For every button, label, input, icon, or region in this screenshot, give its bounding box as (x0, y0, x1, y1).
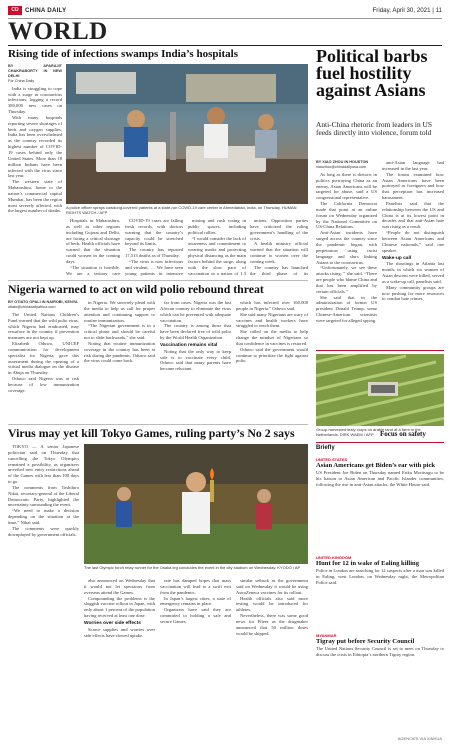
paper-name: CHINA DAILY (25, 7, 67, 14)
asians-article-headline: Political barbs fuel hostility against Asians (316, 46, 428, 100)
date-and-page-number: Friday, April 30, 2021 | 11 (372, 7, 442, 14)
paragraph: India is struggling to cope with a surge in coronavirus infections, logging a record 380,000 new cases on Thursday. (8, 85, 62, 115)
paragraph: As long as there is rhetoric in politics portraying China as an enemy, Asian Americans will be targeted for abuse, said a US congressional representative. (316, 171, 377, 201)
asians-article-column-2 (382, 160, 444, 346)
nigeria-article-column-1 (8, 300, 79, 420)
brief-headline: Asian Americans get Biden’s ear with pick (316, 462, 436, 469)
paragraph: With many hospitals reporting severe shortages of beds and oxygen supplies, India has been overwhelmed as the country recorded its highest number of COVID-19 cases behind only the United States. More than 18 million Indians have been infected with the virus since last year. (8, 114, 62, 179)
paragraph: “We need to make a decision depending on the situation at the time,” Nikai said. (8, 508, 79, 525)
paragraph: Organizers have said they are committed to holding a safe and secure Games. (160, 607, 231, 624)
paragraph: The California Democrat made that point at an online forum on Wednesday organized by the National Committee on US-China Relations. (316, 201, 377, 230)
paragraph: Panelists said that the relationship between the US and China is at its lowest point in decades and that anti-Asian hate was rising as a result. (382, 200, 444, 230)
paper-logo: CD (8, 6, 22, 15)
asians-article-deck: Anti-China rhetoric from leaders in US feeds directly into violence, forum told (316, 120, 432, 138)
paragraph: A health ministry official warned that the situation will continue to worsen over the coming week. (250, 241, 308, 264)
nigeria-article-byline: BY OTIATO OPALI IN NAIROBI, KENYA (8, 300, 78, 304)
paragraph: Elizabeth Oduwo, UNICEF communication for development specialist for Nigeria, gave this assessment during the opening of a virtual media dialogue on the disease in Abuja on Thursday. (8, 341, 79, 376)
brief-headline: Hunt for 12 in wake of Ealing killing (316, 560, 420, 567)
paragraph: She called on the media to help change the mindset of Nigerians so that confidence in vaccines is restored. (236, 329, 308, 346)
paragraph: She said that in the administration of former US president Donald Trump, some Chinese-American scientists were targeted for alleged spying. (316, 294, 377, 323)
paragraph: “The virus is now infectious and virulent. … We have seen young patients in intensive (125, 258, 183, 276)
tokyo-article-column-4 (236, 578, 308, 726)
india-photo-caption: A police officer sprays cowdung-covered patients at a state-run COVID-19 care center in Ahmedabad, India, on Thursday. HUMAN RIGHTS WATCH / AFP (66, 205, 297, 215)
paragraph: She said many Nigerians are wary of vaccines and health workers have struggled to reach them. (236, 311, 308, 329)
paragraph: The country is among those that have been declared free of wild polio by the World Health Organization. (160, 323, 231, 341)
tokyo-article-column-2 (84, 578, 155, 726)
brief-item (316, 457, 444, 551)
section-title: WORLD (8, 18, 108, 45)
brief-body: US President Joe Biden on Thursday named Erika Moritsugu to be his liaison to Asian American and Pacific Islander communities, following the rise in anti-Asian attacks, the White House said. (316, 470, 444, 487)
olympic-torch-photo (84, 444, 308, 564)
india-article-column-4 (188, 218, 246, 276)
paragraph: unions. Opposition parties have criticized the ruling government’s handling of the crisis. (250, 218, 308, 241)
paragraph: also announced on Wednesday that it would not let spectators from overseas attend the Games. (84, 578, 155, 595)
paragraph: Oduwo said the government would continue to prioritize the fight against polio. (236, 346, 308, 364)
brief-item (316, 633, 444, 726)
paragraph: “The situation is horrible. We are a tertiary care (66, 264, 120, 276)
brief-kicker: UNITED STATES (316, 457, 348, 462)
paragraph: Noting that routine immunization coverage in the country has been at risk during the pandemic, Oduwo said the virus could come back. (84, 340, 155, 364)
paragraph: mixing and rush voting in public spaces, including political rallies. (188, 218, 246, 235)
nigeria-article-column-4 (236, 300, 308, 420)
india-article-byline: BY APARAJIT CHAKRABORTY IN NEW DELHI (8, 64, 62, 78)
paragraph: anti-Asian language had increased in the last year. (382, 160, 444, 171)
nigeria-article-headline: Nigeria warned to act on wild polio rebound threat (8, 282, 264, 296)
nigeria-article-column-2 (84, 300, 155, 420)
india-article-column-3 (125, 218, 183, 276)
paragraph: “The Nigerian government is in a critical phase and should be careful not to slide backwards,” she said. (84, 323, 155, 341)
focus-photo (316, 354, 444, 426)
nigeria-article-column-3 (160, 300, 231, 420)
paragraph: The western state of Maharashtra, home to the nation’s commercial capital Mumbai, has been the region most severely affected, with the largest number of deaths. (8, 179, 62, 214)
paragraph: in Nigeria. We sincerely plead with the media to help us call for proper attention and continuing support to routine immunization. (84, 300, 155, 323)
paragraph: “I would consider the lack of awareness and commitment to wearing masks and protecting physical distancing as the main factors behind the surge, along with the slow pace of vaccination in a nation of 1.3 (188, 235, 246, 276)
paragraph: similar setback as the government said on Wednesday it would be using AstraZeneca vaccines for its rollout. (236, 578, 308, 595)
footer-credit: AGENCIES VIA XINHUA (397, 736, 442, 741)
focus-label: Focus on safety (380, 430, 426, 438)
paragraph: Noting that the only way to keep safe is to vaccinate every child, Oduwo said that many parents have become reluctant. (160, 348, 231, 372)
paragraph: far from cases. Nigeria was the last African country to eliminate the virus which can be prevented with adequate vaccination. (160, 300, 231, 323)
tokyo-article-headline: Virus may yet kill Tokyo Games, ruling party’s No 2 says (8, 426, 295, 440)
olympic-torch-illustration (84, 444, 308, 564)
subheading: Worries over side effects (84, 620, 141, 626)
brief-kicker: UNITED KINGDOM (316, 555, 352, 560)
paragraph: “People do not distinguish between Asian Americans and Chinese nationals,” said one speaker. (382, 230, 444, 253)
subheading: Wake-up call (382, 255, 412, 261)
asians-article-email: xiaozhou@chinadailyusa.com (316, 164, 367, 169)
olympic-photo-caption: The last Olympic torch relay runner for the Osaka leg concludes the event in the city stadium on Wednesday. KYODO / AP (84, 565, 301, 570)
brief-body: Police in London are searching for 12 suspects after a man was killed in Ealing, west London, on Wednesday night, the Metropolitan Police said. (316, 568, 444, 585)
brief-body: The United Nations Security Council is set to meet on Thursday to discuss the crisis in Ethiopia’s northern Tigray region. (316, 646, 444, 657)
india-hospital-photo-illustration (66, 64, 308, 204)
subheading: Vaccination remains vital (160, 342, 218, 348)
nigeria-article-email: otiato@chinadailyafrica.com (8, 304, 56, 309)
paragraph: The country has launched the third phase of its (250, 264, 308, 276)
focus-divider (316, 350, 444, 351)
paragraph: “Unfortunately, we see these attacks rising, ” she said. “There are people who blame China and that has been amplified by certain officials.” (316, 265, 377, 294)
paragraph: Anti-Asian incidents have surged across the country since the pandemic began, with perpetrators using racist language and slurs linking Asians to the coronavirus. (316, 230, 377, 265)
paragraph: Many community groups are now pushing for more resources to combat hate crimes. (382, 284, 444, 302)
briefly-divider (316, 442, 444, 443)
brief-kicker: MYANMAR (316, 633, 337, 638)
paragraph: The comments were quickly downplayed by government officials. (8, 525, 79, 537)
india-article-column-5 (250, 218, 308, 276)
paragraph: which has infected over 160,000 people in Nigeria,” Oduwo said. (236, 300, 308, 311)
india-article-column-2 (66, 218, 120, 276)
india-article-column-1 (8, 64, 62, 220)
divider (8, 280, 308, 281)
paragraph: COVID-19 cases are falling fresh records, with doctors warning that the country’s capacity could be stretched beyond its limits. (125, 218, 183, 247)
briefly-title: Briefly (316, 445, 335, 451)
paragraph: Oduwo said Nigeria was at risk because of low immunization coverage. (8, 376, 79, 393)
paragraph: The comments from Toshihiro Nikai, secretary-general of the Liberal Democratic Party, highlighted the uncertainty surrounding the event. (8, 484, 79, 508)
divider (8, 424, 308, 425)
paragraph: In Japan’s largest cities, a state of emergency remains in place. (160, 595, 231, 607)
brief-item (316, 555, 444, 629)
paragraph: rate has damped hopes that mass vaccination will lead to a swift exit from the pandemic. (160, 578, 231, 595)
brief-headline: Tigray put before Security Council (316, 638, 415, 645)
tokyo-article-column-3 (160, 578, 231, 726)
asians-article-column-1 (316, 160, 377, 346)
paragraph: The country has reported 17,313 deaths as of Thursday. (125, 247, 183, 259)
farm-field-illustration (316, 354, 444, 426)
paragraph: Health officials also said more testing would be introduced for athletes. (236, 595, 308, 613)
tokyo-article-column-1 (8, 444, 79, 574)
paragraph: The forum examined how Asian Americans have been portrayed as foreigners and how that perception has increased harassment. (382, 171, 444, 201)
india-hospital-photo (66, 64, 308, 204)
focus-caption: Group-harvested leafy crops on arable land at a farm in the Netherlands. DIRK WAEM / AFP (316, 427, 421, 437)
paragraph: Scarce supplies and worries over side effects have slowed uptake. (84, 626, 155, 638)
india-article-headline: Rising tide of infections swamps India’s hospitals (8, 48, 239, 60)
paragraph: TOKYO — A senior Japanese politician said on Thursday that cancelling the Tokyo Olympics remained a possibility, as organizers unveiled new entry restrictions ahead of the Games with less than 100 days to go. (8, 444, 79, 485)
paragraph: Hospitals in Maharashtra, as well as other regions including Gujarat and Delhi, are facing a critical shortage of beds. Health officials have warned that the situation could worsen in the coming days. (66, 218, 120, 264)
paragraph: The shootings in Atlanta last month, in which six women of Asian descent were killed, served as a wake-up call, panelists said. (382, 261, 444, 284)
asians-article-byline: BY XIAO ZHOU IN HOUSTON (316, 160, 369, 164)
paragraph: The United Nations Children’s Fund warned that the wild polio virus, which Nigeria had eradicated, may resurface in the country if prevention measures are not kept up. (8, 311, 79, 341)
paragraph: Compounding the problems is the sluggish vaccine rollout in Japan, with only about 1 percent of the population having received at least one dose. (84, 595, 155, 619)
paragraph: Nevertheless, there was some good news for Pfizer as the drugmaker announced that 50 million doses would be shipped. (236, 613, 308, 636)
india-article-byline-affiliation: For China Daily (8, 78, 35, 83)
